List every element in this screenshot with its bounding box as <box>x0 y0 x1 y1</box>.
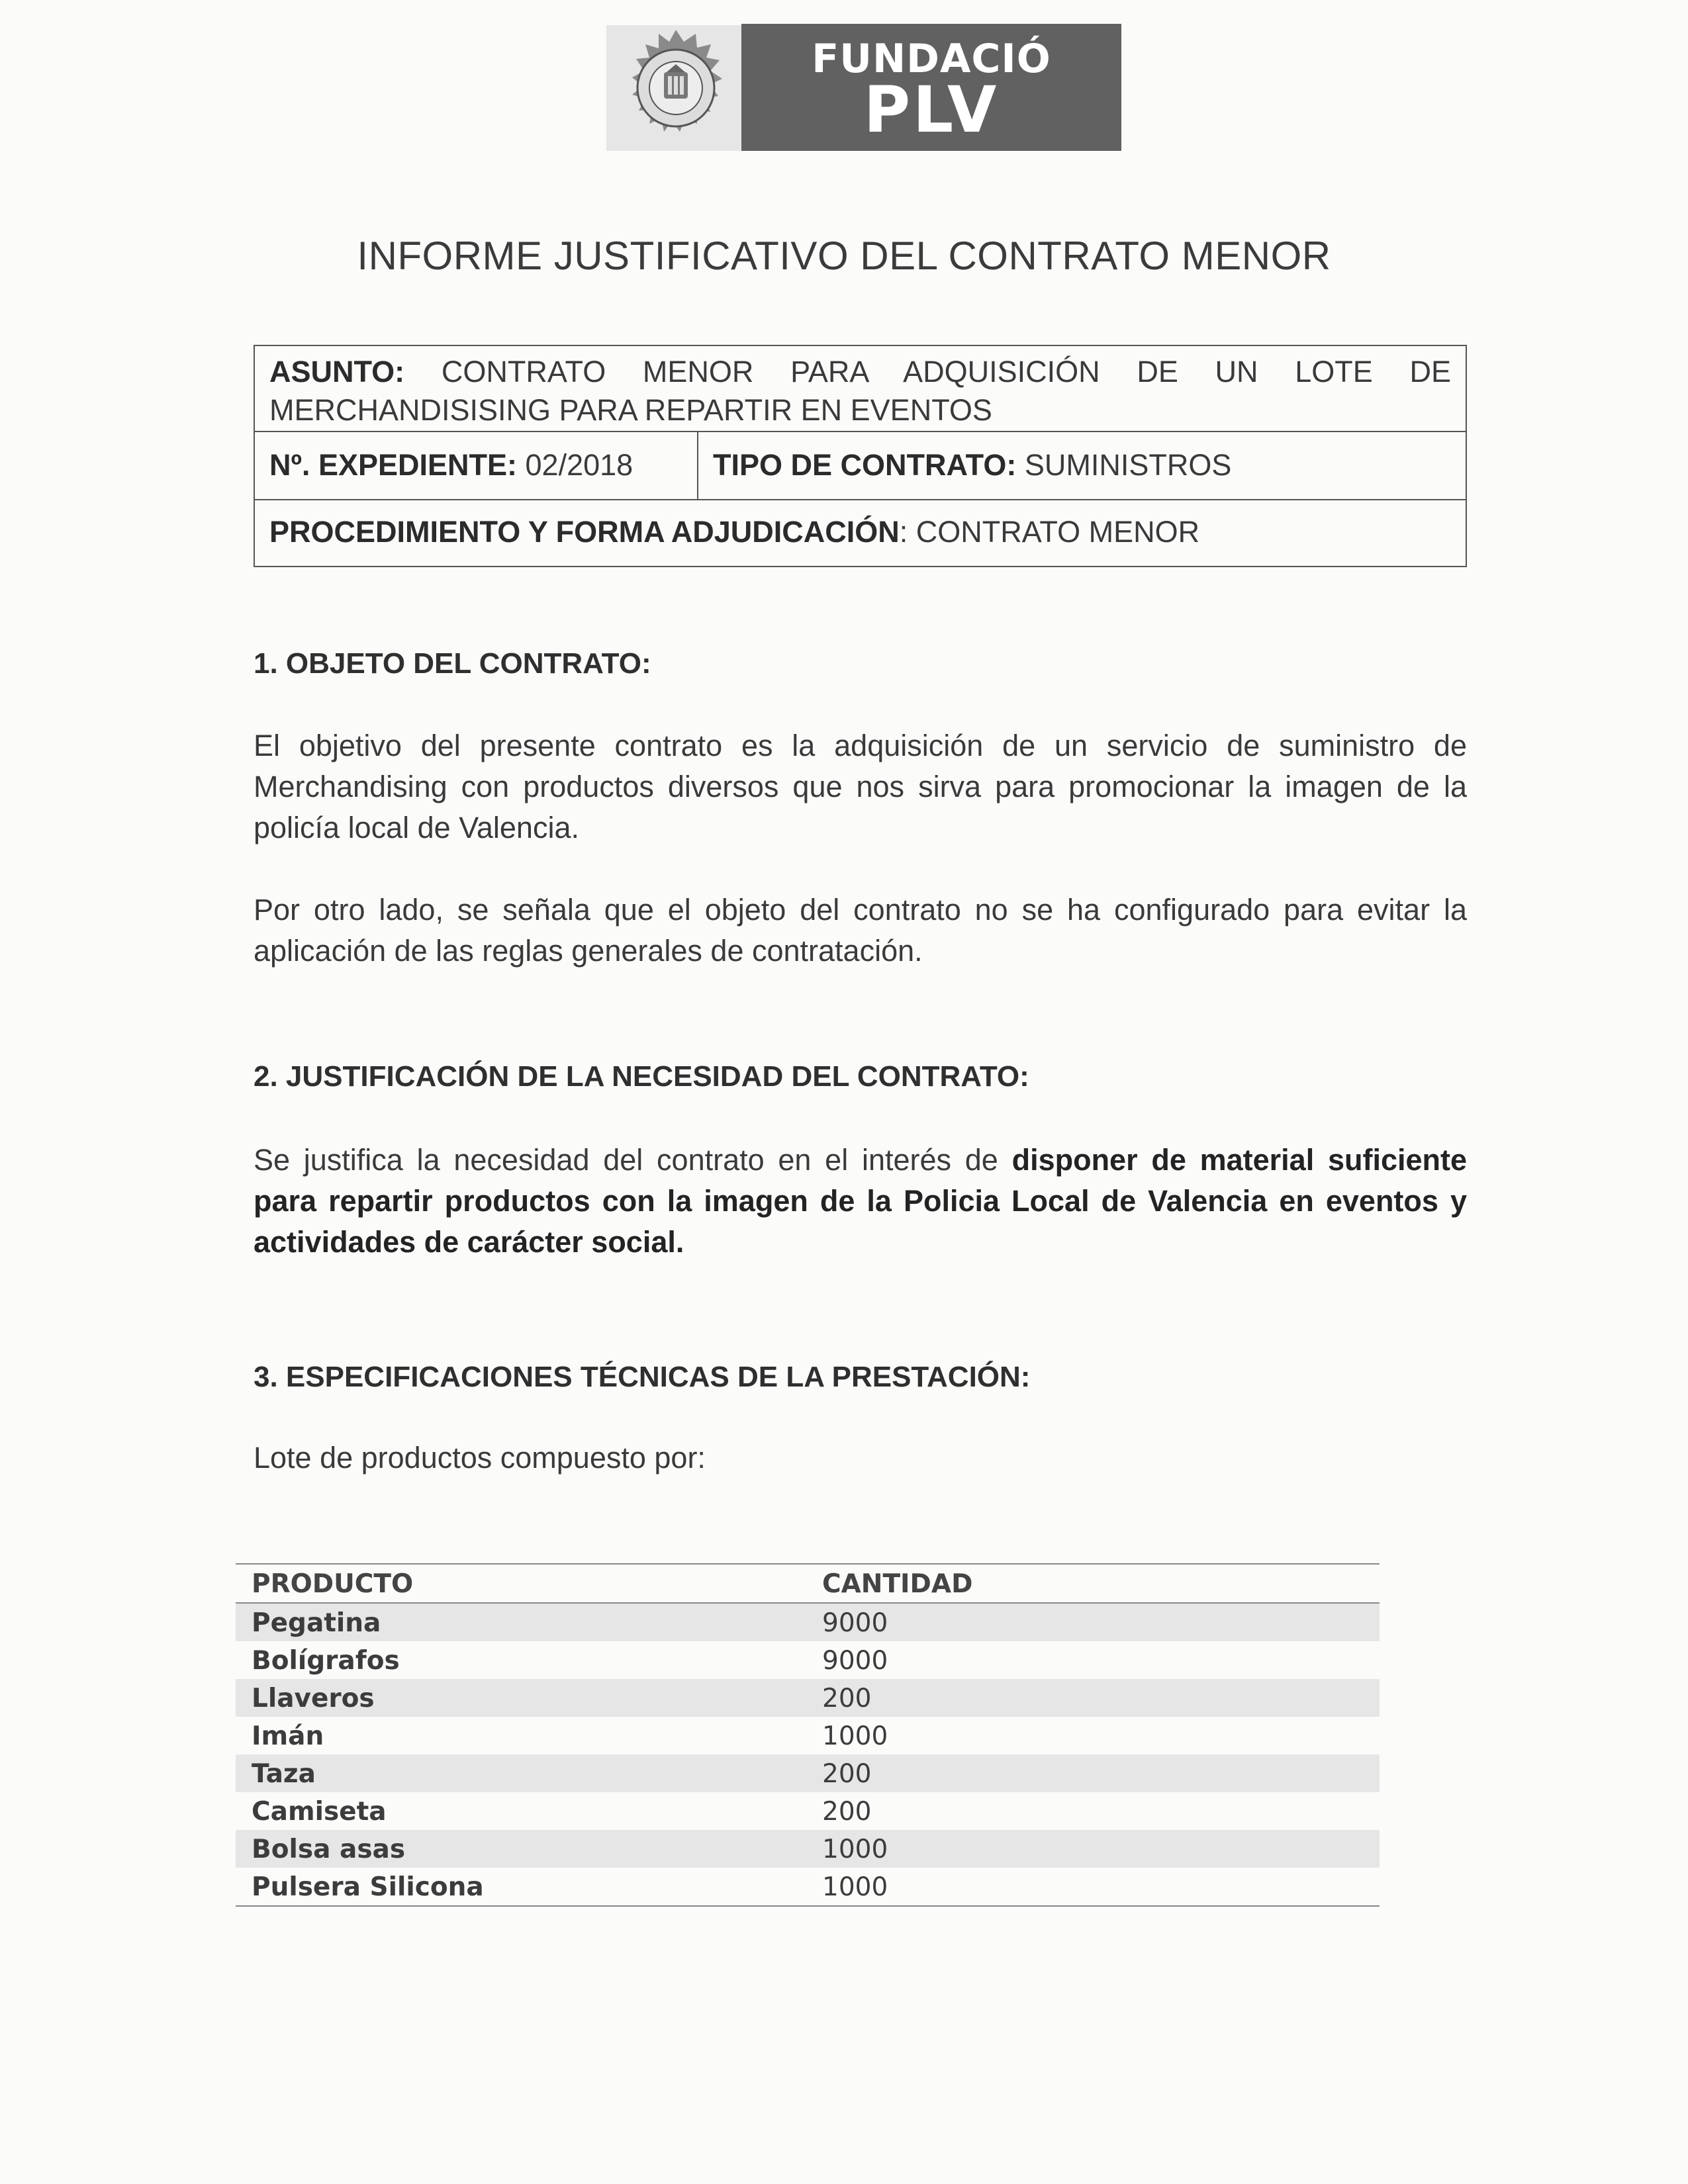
section1-paragraph1: El objetivo del presente contrato es la adquisición de un servicio de suministro de Merchandising con productos diversos que nos sirva para promocionar la imagen de la policía local de Valencia. <box>254 729 1467 844</box>
expediente-cell <box>269 448 633 482</box>
brand-name-line2: PLV <box>863 73 1000 147</box>
table-row <box>236 1868 1380 1905</box>
expediente-label: Nº. EXPEDIENTE: <box>269 448 517 482</box>
table-header-row <box>236 1565 1380 1602</box>
fundacio-plv-logo <box>741 24 1121 151</box>
product-quantity: 200 <box>822 1684 872 1713</box>
procedimiento-cell <box>269 515 1199 549</box>
section3-intro: Lote de productos compuesto por: <box>254 1441 706 1475</box>
product-quantity: 1000 <box>822 1872 888 1902</box>
product-name: Bolsa asas <box>252 1835 406 1864</box>
table-row <box>236 1754 1380 1792</box>
brand-name-line1: FUNDACIÓ <box>812 36 1051 82</box>
products-table <box>236 1563 1380 1907</box>
product-quantity: 1000 <box>822 1721 888 1751</box>
section1-heading: 1. OBJETO DEL CONTRATO: <box>254 647 651 680</box>
contract-info-box <box>254 345 1467 567</box>
section1-paragraph2: Por otro lado, se señala que el objeto del contrato no se ha configurado para evitar la aplicación de las reglas generales de contratación. <box>254 893 1467 968</box>
section2-paragraph <box>254 1140 1467 1263</box>
product-name: Bolígrafos <box>252 1646 400 1676</box>
product-name: Taza <box>252 1759 316 1789</box>
table-row <box>236 1830 1380 1868</box>
section2-heading: 2. JUSTIFICACIÓN DE LA NECESIDAD DEL CONTRATO: <box>254 1060 1029 1093</box>
product-quantity: 9000 <box>822 1646 888 1676</box>
procedimiento-value: : CONTRATO MENOR <box>899 515 1200 549</box>
header-cantidad: CANTIDAD <box>822 1569 973 1599</box>
product-quantity: 9000 <box>822 1608 888 1638</box>
table-row <box>236 1679 1380 1717</box>
section3-heading: 3. ESPECIFICACIONES TÉCNICAS DE LA PRESTACIÓN: <box>254 1361 1031 1393</box>
asunto-row <box>255 346 1466 432</box>
tipo-contrato-cell <box>713 448 1231 482</box>
product-name: Imán <box>252 1721 324 1751</box>
section2-text-intro: Se justifica la necesidad del contrato en el interés de <box>254 1143 1012 1177</box>
product-quantity: 1000 <box>822 1835 888 1864</box>
table-row <box>236 1717 1380 1754</box>
asunto-value: CONTRATO MENOR PARA ADQUISICIÓN DE UN LOTE DE MERCHANDISISING PARA REPARTIR EN EVENTOS <box>269 355 1451 427</box>
table-bottom-rule <box>236 1905 1380 1907</box>
police-seal-logo <box>606 25 745 151</box>
table-row <box>236 1604 1380 1641</box>
header-producto: PRODUCTO <box>252 1569 414 1599</box>
procedimiento-row <box>255 500 1466 567</box>
product-name: Llaveros <box>252 1684 375 1713</box>
product-name: Pegatina <box>252 1608 381 1638</box>
tipo-contrato-label: TIPO DE CONTRATO: <box>713 448 1017 482</box>
table-row <box>236 1641 1380 1679</box>
product-quantity: 200 <box>822 1759 872 1789</box>
tipo-contrato-value: SUMINISTROS <box>1024 448 1232 482</box>
document-title: INFORME JUSTIFICATIVO DEL CONTRATO MENOR <box>357 234 1331 278</box>
table-row <box>236 1792 1380 1830</box>
asunto-cell <box>269 353 1451 430</box>
expediente-value: 02/2018 <box>525 448 633 482</box>
asunto-label: ASUNTO: <box>269 355 405 388</box>
product-quantity: 200 <box>822 1797 872 1827</box>
cell-divider <box>697 432 698 499</box>
product-name: Pulsera Silicona <box>252 1872 484 1902</box>
procedimiento-label: PROCEDIMIENTO Y FORMA ADJUDICACIÓN <box>269 515 900 549</box>
expediente-tipo-row <box>255 432 1466 500</box>
product-name: Camiseta <box>252 1797 387 1827</box>
section2-text-bold: disponer de material suficiente para repartir productos con la imagen de la Policia Local de Valencia en eventos y actividades de carácter social. <box>254 1143 1467 1259</box>
